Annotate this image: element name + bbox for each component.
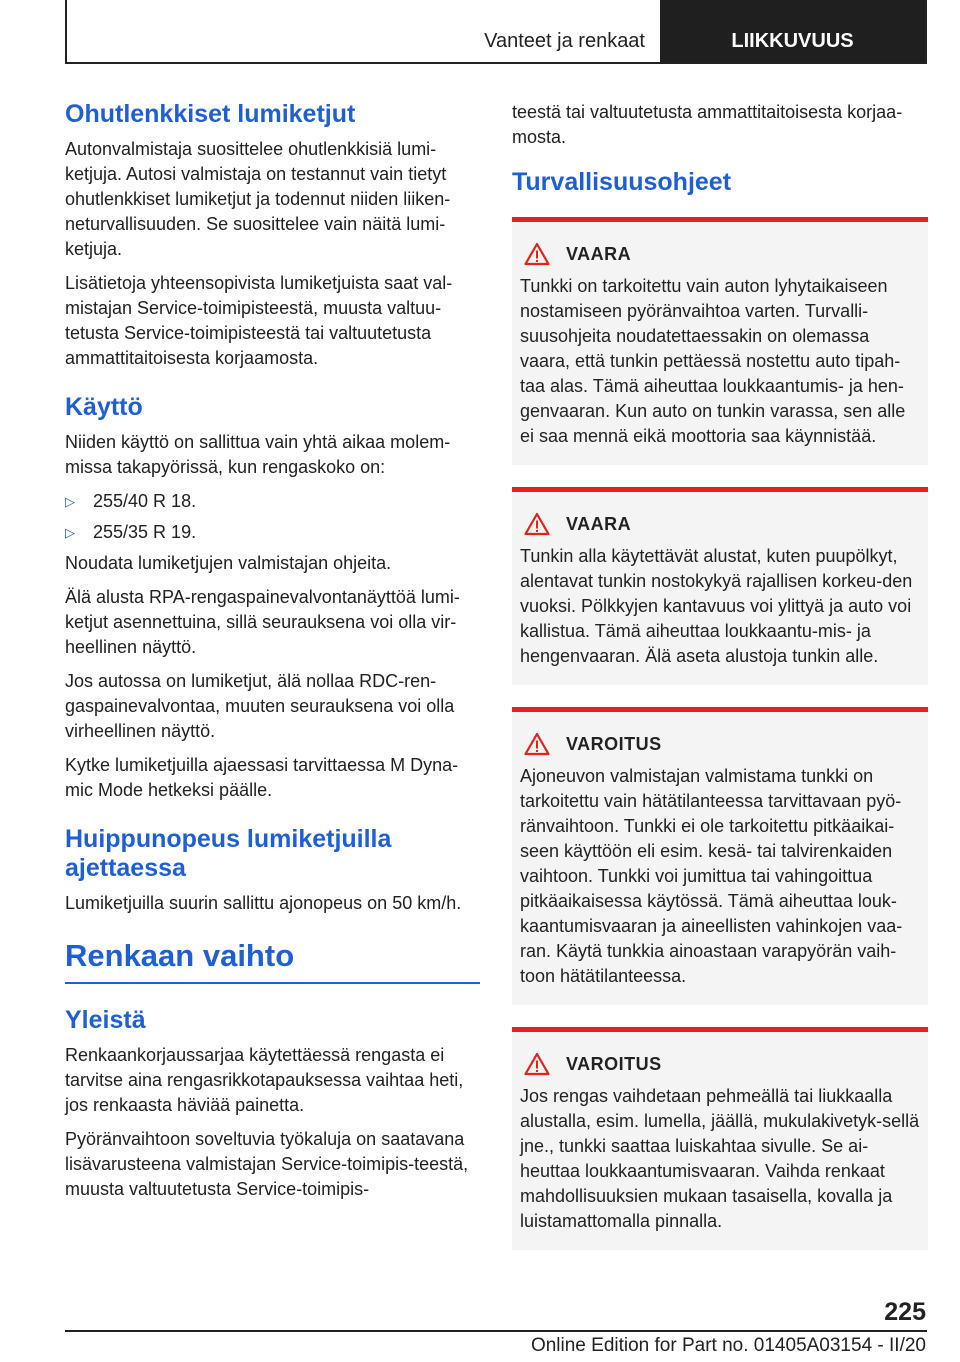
page-header — [65, 0, 927, 64]
list-item — [65, 489, 480, 514]
warning-title: VAARA — [566, 513, 632, 534]
list-item-text: 255/35 R 19. — [93, 522, 197, 542]
warning-title: VAROITUS — [566, 733, 662, 754]
paragraph-continued: teestä tai valtuutetusta ammattitaitoisesta korjaa-mosta. — [512, 102, 903, 147]
warning-triangle-icon — [524, 242, 550, 266]
section-general — [65, 1006, 480, 1202]
list-item — [65, 520, 480, 545]
warning-text: Tunkki on tarkoitettu vain auton lyhytaikaiseen nostamiseen pyöränvaihtoa varten. Turvalli-suusohjeita noudatettaessakin on olemassa vaara, että tunkin pettäessä nostettu auto tipah-taa alas. Tämä aiheuttaa loukkaantumis- ja hen-genvaaran. Kun auto on tunkin varassa, sen alle ei saa mennä eikä moottoria saa käynnistää. — [520, 276, 906, 446]
warning-text: Jos rengas vaihdetaan pehmeällä tai liukkaalla alustalla, esim. lumella, jäällä, mukulakivetyk-sellä jne., tunkki saattaa luiskahtaa sivulle. Se ai-heuttaa loukkaantumisvaaran. Vaihda renkaat mahdollisuuksien mukaan tasaisella, kovalla ja luistamattomalla pinnalla. — [520, 1086, 920, 1231]
paragraph: Lisätietoja yhteensopivista lumiketjuista saat val-mistajan Service-toimipisteestä, muusta valtuu-tetusta Service-toimipisteestä tai valtuutetusta ammattitaitoisesta korjaamosta. — [65, 273, 453, 368]
tire-size-list — [65, 489, 480, 545]
paragraph: Noudata lumiketjujen valmistajan ohjeita. — [65, 553, 392, 573]
triangle-bullet-icon: ▷ — [65, 494, 75, 509]
triangle-bullet-icon: ▷ — [65, 525, 75, 540]
warning-title: VAROITUS — [566, 1053, 662, 1074]
warning-triangle-icon — [524, 1052, 550, 1076]
section-title: Huippunopeus lumiketjuilla ajettaessa — [65, 825, 392, 882]
warning-header — [520, 512, 920, 536]
section-title: Ohutlenkkiset lumiketjut — [65, 100, 356, 128]
paragraph: Autonvalmistaja suosittelee ohutlenkkisiä lumi-ketjuja. Autosi valmistaja on testannut vain tietyt ohutlenkkiset lumiketjut ja todennut niiden liiken-neturvallisuuden. Se suosittelee vain näitä lumi-ketjuja. — [65, 139, 451, 259]
warning-triangle-icon — [524, 512, 550, 536]
section-title: Turvallisuusohjeet — [512, 168, 732, 196]
paragraph: Kytke lumiketjuilla ajaessasi tarvittaessa M Dyna-mic Mode hetkeksi päälle. — [65, 755, 459, 800]
warning-box — [512, 217, 928, 465]
header-chapter-tab: LIIKKUVUUS — [660, 0, 925, 62]
paragraph: Niiden käyttö on sallittua vain yhtä aikaa molem-missa takapyörissä, kun rengaskoko on: — [65, 432, 451, 477]
paragraph: Älä alusta RPA-rengaspainevalvontanäyttöä lumi-ketjut asennettuina, sillä seurauksena voi olla vir-heellinen näyttö. — [65, 587, 460, 657]
caution-box — [512, 1027, 928, 1250]
warning-box — [512, 487, 928, 685]
left-column — [65, 100, 480, 1224]
warning-header — [520, 1052, 920, 1076]
section-title: Yleistä — [65, 1006, 146, 1034]
page-number: 225 — [884, 1298, 926, 1326]
section-title: Käyttö — [65, 393, 143, 421]
footer-edition: Online Edition for Part no. 01405A03154 - II/20 — [530, 1335, 926, 1356]
warning-title: VAARA — [566, 243, 632, 264]
paragraph: Pyöränvaihtoon soveltuvia työkaluja on saatavana lisävarusteena valmistajan Service-toimipis-teestä, muusta valtuutetusta Service-toimipis- — [65, 1129, 469, 1199]
warning-header — [520, 732, 920, 756]
section-top-speed — [65, 825, 480, 916]
caution-box — [512, 707, 928, 1005]
paragraph: Jos autossa on lumiketjut, älä nollaa RDC-ren-gaspainevalvontaa, muuten seurauksena voi olla virheellinen näyttö. — [65, 671, 455, 741]
section-usage — [65, 393, 480, 803]
list-item-text: 255/40 R 18. — [93, 491, 197, 511]
warning-header — [520, 242, 920, 266]
warning-text: Ajoneuvon valmistajan valmistama tunkki on tarkoitettu vain hätätilanteessa tarvittavaan pyö-ränvaihtoon. Tunkki ei ole tarkoitettu pitkäaikai-seen käyttöön eli esim. kesä- tai talvirenkaiden vaihtoon. Tunkki voi jumittua tai vahingoittua pitkäaikaisessa käytössä. Tämä aiheuttaa louk-kaantumisvaaran ja aineellisten vahinkojen vaa-ran. Käytä tunkkia ainoastaan varapyörän vaih-toon hätätilanteessa. — [520, 766, 903, 986]
chapter-title: Renkaan vaihto — [65, 938, 480, 984]
paragraph: Renkaankorjaussarjaa käytettäessä rengasta ei tarvitse aina rengasrikkotapauksessa vaihtaa heti, jos renkaasta häviää painetta. — [65, 1045, 464, 1115]
footer-divider — [65, 1330, 927, 1332]
header-section-title: Vanteet ja renkaat — [484, 30, 645, 52]
warning-triangle-icon — [524, 732, 550, 756]
paragraph: Lumiketjuilla suurin sallittu ajonopeus on 50 km/h. — [65, 893, 462, 913]
section-thin-link-chains — [65, 100, 480, 371]
warning-text: Tunkin alla käytettävät alustat, kuten puupölkyt, alentavat tunkin nostokykyä rajallisen korkeu-den vuoksi. Pölkkyjen kantavuus voi ylittyä ja auto voi kallistua. Tämä aiheuttaa loukkaantu-mis- ja hengenvaaran. Älä aseta alustoja tunkin alle. — [520, 546, 913, 666]
right-column — [512, 100, 928, 1272]
